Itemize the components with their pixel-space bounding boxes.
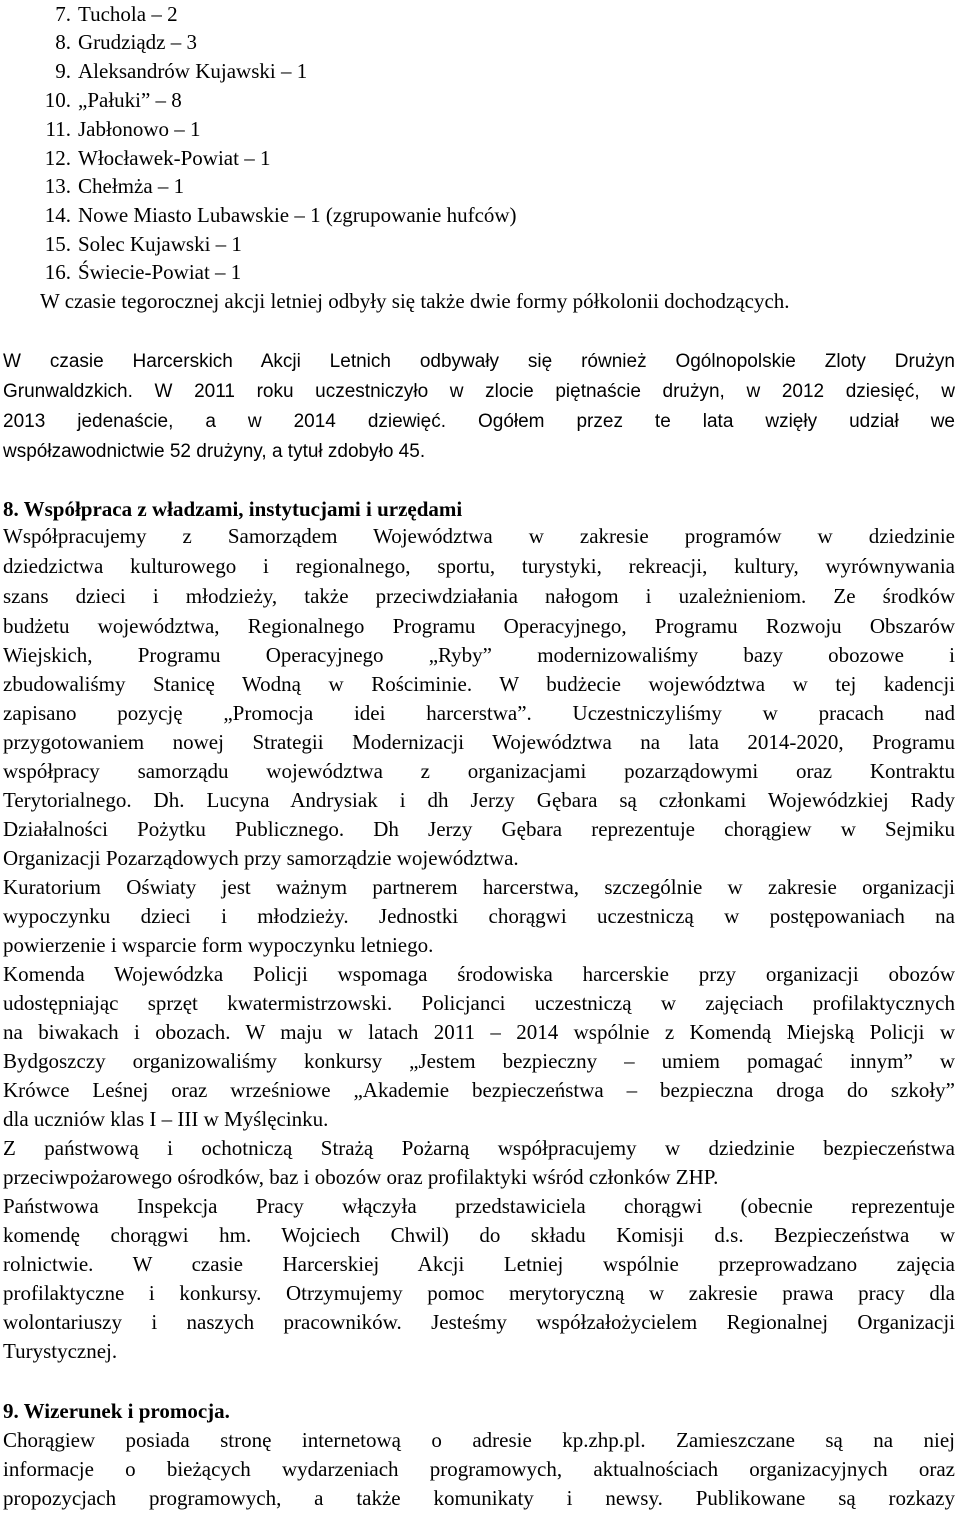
paragraph-line: Chorągiew posiada stronę internetową o adresie kp.zhp.pl. Zamieszczane są na niej — [3, 1428, 955, 1452]
paragraph-line: Komenda Wojewódzka Policji wspomaga środowiska harcerskie przy organizacji obozów — [3, 962, 955, 986]
paragraph-line: komendę chorągwi hm. Wojciech Chwil) do składu Komisji d.s. Bezpieczeństwa w — [3, 1223, 955, 1247]
paragraph-line: 2013 jedenaście, a w 2014 dziewięć. Ogółem przez te lata wzięły udział we — [3, 411, 955, 432]
paragraph-line: na biwakach i obozach. W maju w latach 2011 – 2014 wspólnie z Komendą Miejską Policji w — [3, 1020, 955, 1044]
paragraph-line: Grunwaldzkich. W 2011 roku uczestniczyło w zlocie piętnaście drużyn, w 2012 dziesięć, w — [3, 381, 955, 402]
paragraph-line: Współpracujemy z Samorządem Województwa w zakresie programów w dziedzinie — [3, 524, 955, 548]
paragraph-line: propozycjach programowych, a także komunikaty i newsy. Publikowane są rozkazy — [3, 1486, 955, 1510]
paragraph-line: Wiejskich, Programu Operacyjnego „Ryby” modernizowaliśmy bazy obozowe i — [3, 643, 955, 667]
paragraph-line: Kuratorium Oświaty jest ważnym partnerem harcerstwa, szczególnie w zakresie organizacji — [3, 875, 955, 899]
paragraph-line: udostępniając sprzęt kwatermistrzowski. Policjanci uczestniczą w zajęciach profilaktycznych — [3, 991, 955, 1015]
paragraph-line: dziedzictwa kulturowego i regionalnego, sportu, turystyki, rekreacji, kultury, wyrównywania — [3, 554, 955, 578]
paragraph-line: Z państwową i ochotniczą Strażą Pożarną współpracujemy w dziedzinie bezpieczeństwa — [3, 1136, 955, 1160]
paragraph-line: szans dzieci i młodzieży, także przeciwdziałania nałogom i uzależnieniom. Ze środków — [3, 584, 955, 608]
paragraph-line: budżetu województwa, Regionalnego Programu Operacyjnego, Programu Rozwoju Obszarów — [3, 614, 955, 638]
paragraph-line: dla uczniów klas I – III w Myślęcinku. — [3, 1107, 329, 1131]
paragraph-line: Państwowa Inspekcja Pracy włączyła przedstawiciela chorągwi (obecnie reprezentuje — [3, 1194, 955, 1218]
paragraph-line: Organizacji Pozarządowych przy samorządzie województwa. — [3, 846, 519, 870]
paragraph-line: Bydgoszczy organizowaliśmy konkursy „Jestem bezpieczny – umiem pomagać innym” w — [3, 1049, 955, 1073]
section-8-heading: 8. Współpraca z władzami, instytucjami i urzędami — [3, 497, 463, 521]
paragraph-line: powierzenie i wsparcie form wypoczynku letniego. — [3, 933, 434, 957]
paragraph-line: zbudowaliśmy Stanicę Wodną w Rościminie. W budżecie województwa w tej kadencji — [3, 672, 955, 696]
paragraph-line: przeciwpożarowego ośrodków, baz i obozów oraz profilaktyki wśród członków ZHP. — [3, 1165, 719, 1189]
document-page: 7. Tuchola – 2 8. Grudziądz – 3 9. Aleksandrów Kujawski – 1 10. „Pałuki” – 8 11. Jabłonowo – 1 12. Włocławek-Powiat – 1 13. Chełmża – 1 14. Nowe Miasto Lubawskie – 1 (zgrupowanie hufców) 15. Solec Kujawski – 1 16. Świecie-Powiat – 1 W czasie tegorocznej akcji letniej odbyły się także dwie formy półkolonii dochodzących. W czasie Harcerskich Akcji Letnich odbywały się również Ogólnopolskie Zloty Drużyn Grunwaldzkich. W 2011 roku uczestniczyło w zlocie piętnaście drużyn, w 2012 dziesięć, w 2013 jedenaście, a w 2014 dziewięć. Ogółem przez te lata wzięły udział we współzawodnictwie 52 drużyny, a tytuł zdobyło 45. 8. Współpraca z władzami, instytucjami i urzędami Współpracujemy z Samorządem Województwa w zakresie programów w dziedzinie dziedzictwa kulturowego i regionalnego, sportu, turystyki, rekreacji, kultury, wyrównywania szans dzieci i młodzieży, także przeciwdziałania nałogom i uzależnieniom. Ze środków budżetu województwa, Regionalnego Programu Operacyjnego, Programu Rozwoju Obszarów Wiejskich, Programu Operacyjnego „Ryby” modernizowaliśmy bazy obozowe i zbudowaliśmy Stanicę Wodną w Rościminie. W budżecie województwa w tej kadencji zapisano pozycję „Promocja idei harcerstwa”. Uczestniczyliśmy w pracach nad przygotowaniem nowej Strategii Modernizacji Województwa na lata 2014-2020, Programu współpracy samorządu województwa z organizacjami pozarządowymi oraz Kontraktu Terytorialnego. Dh. Lucyna Andrysiak i dh Jerzy Gębara są członkami Wojewódzkiej Rady Działalności Pożytku Publicznego. Dh Jerzy Gębara reprezentuje chorągiew w Sejmiku Organizacji Pozarządowych przy samorządzie województwa. Kuratorium Oświaty jest ważnym partnerem harcerstwa, szczególnie w zakresie organizacji wypoczynku dzieci i młodzieży. Jednostki chorągwi uczestniczą w postępowaniach na powierzenie i wsparcie form wypoczynku letniego. Komenda Wojewódzka Policji wspomaga środowiska harcerskie przy organizacji obozów udostępniając sprzęt kwatermistrzowski. Policjanci uczestniczą w zajęciach profilaktycznych na biwakach i obozach. W maju w latach 2011 – 2014 wspólnie z Komendą Miejską Policji w Bydgoszczy organizowaliśmy konkursy „Jestem bezpieczny – umiem pomagać innym” w Krówce Leśnej oraz wrześniowe „Akademie bezpieczeństwa – bezpieczna droga do szkoły” dla uczniów klas I – III w Myślęcinku. Z państwową i ochotniczą Strażą Pożarną współpracujemy w dziedzinie bezpieczeństwa przeciwpożarowego ośrodków, baz i obozów oraz profilaktyki wśród członków ZHP. Państwowa Inspekcja Pracy włączyła przedstawiciela chorągwi (obecnie reprezentuje komendę chorągwi hm. Wojciech Chwil) do składu Komisji d.s. Bezpieczeństwa w rolnictwie. W czasie Harcerskiej Akcji Letniej wspólnie przeprowadzano zajęcia profilaktyczne i konkursy. Otrzymujemy pomoc merytoryczną w zakresie prawa pracy dla wolontariuszy i naszych pracowników. Jesteśmy współzałożycielem Regionalnej Organizacji Turystycznej. 9. Wizerunek i promocja. Chorągiew posiada stronę internetową o adresie kp.zhp.pl. Zamieszczane są na niej informacje o bieżących wydarzeniach programowych, aktualnościach organizacyjnych oraz propozycjach programowych, a także komunikaty i newsy. Publikowane są rozkazy — [0, 0, 960, 1515]
paragraph-line: rolnictwie. W czasie Harcerskiej Akcji Letniej wspólnie przeprowadzano zajęcia — [3, 1252, 955, 1276]
paragraph-line: W czasie Harcerskich Akcji Letnich odbywały się również Ogólnopolskie Zloty Drużyn — [3, 351, 955, 372]
paragraph-line: profilaktyczne i konkursy. Otrzymujemy pomoc merytoryczną w zakresie prawa pracy dla — [3, 1281, 955, 1305]
paragraph-line: współzawodnictwie 52 drużyny, a tytuł zdobyło 45. — [3, 441, 426, 462]
summer-note: W czasie tegorocznej akcji letniej odbyły się także dwie formy półkolonii dochodzących. — [40, 289, 790, 313]
paragraph-line: Terytorialnego. Dh. Lucyna Andrysiak i dh Jerzy Gębara są członkami Wojewódzkiej Rady — [3, 788, 955, 812]
section-9-heading: 9. Wizerunek i promocja. — [3, 1399, 230, 1423]
paragraph-line: informacje o bieżących wydarzeniach programowych, aktualnościach organizacyjnych oraz — [3, 1457, 955, 1481]
paragraph-line: Turystycznej. — [3, 1339, 118, 1363]
paragraph-line: wypoczynku dzieci i młodzieży. Jednostki chorągwi uczestniczą w postępowaniach na — [3, 904, 955, 928]
paragraph-line: wolontariuszy i naszych pracowników. Jesteśmy współzałożycielem Regionalnej Organizacji — [3, 1310, 955, 1334]
paragraph-line: Krówce Leśnej oraz wrześniowe „Akademie bezpieczeństwa – bezpieczna droga do szkoły” — [3, 1078, 955, 1102]
paragraph-line: zapisano pozycję „Promocja idei harcerstwa”. Uczestniczyliśmy w pracach nad — [3, 701, 955, 725]
paragraph-line: Działalności Pożytku Publicznego. Dh Jerzy Gębara reprezentuje chorągiew w Sejmiku — [3, 817, 955, 841]
paragraph-line: przygotowaniem nowej Strategii Modernizacji Województwa na lata 2014-2020, Programu — [3, 730, 955, 754]
paragraph-line: współpracy samorządu województwa z organizacjami pozarządowymi oraz Kontraktu — [3, 759, 955, 783]
